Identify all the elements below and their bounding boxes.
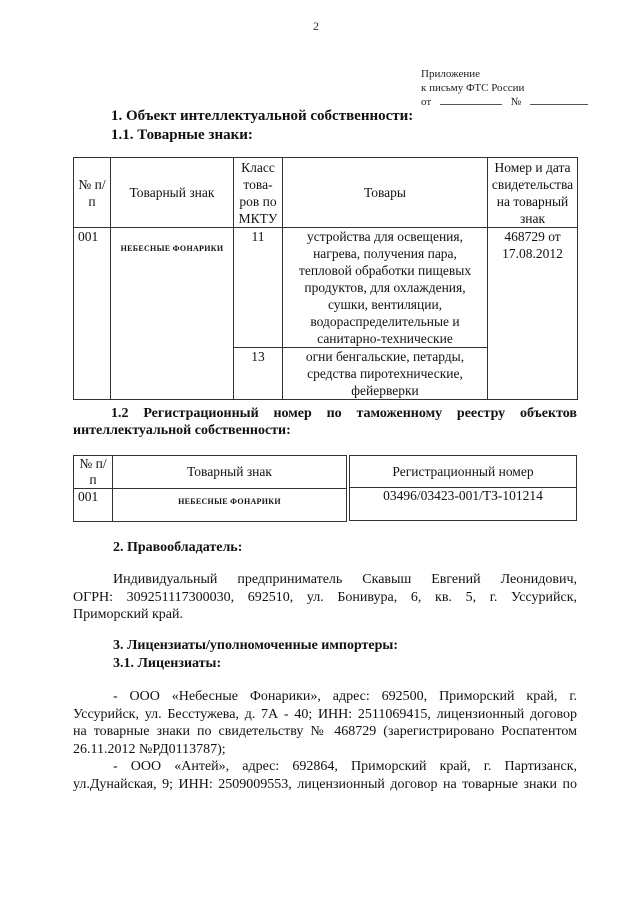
row-class-13: 13 (234, 348, 283, 400)
licensee-1-line-3: на товарные знаки по свидетельству № 468729 (зарегистрировано Роспатентом (73, 724, 577, 739)
header-class: Класс това-ров по МКТУ (234, 158, 283, 228)
licensee-2-line-2: ул.Дунайская, 9; ИНН: 2509009553, лицензионный договор на товарные знаки по (73, 776, 577, 792)
licensee-1-line-1: - ООО «Небесные Фонарики», адрес: 692500, Приморский край, г. (113, 689, 577, 704)
page-number: 2 (313, 19, 319, 33)
header-num: № п/п (74, 158, 111, 228)
row-goods-13: огни бенгальские, петарды, средства пиротехнические, фейерверки (283, 348, 488, 400)
reg-row-num: 001 (74, 489, 113, 522)
table-row (350, 488, 577, 521)
appendix-line-2: к письму ФТС России (421, 82, 525, 94)
reg-row-number: 03496/03423-001/ТЗ-101214 (350, 488, 577, 521)
section-1-1-title: 1.1. Товарные знаки: (111, 127, 253, 143)
appendix-block (421, 67, 588, 109)
section-1-2-title-line-1: 1.2 Регистрационный номер по таможенному реестру объектов (111, 406, 577, 421)
right-holder-line-1: Индивидуальный предприниматель Скавыш Евгений Леонидович, (113, 572, 577, 587)
reg-row-mark (113, 489, 347, 522)
right-holder-line-2: ОГРН: 309251117300030, 692510, ул. Бонивура, 6, кв. 5, г. Уссурийск, (73, 589, 577, 605)
row-class-11: 11 (234, 228, 283, 348)
appendix-from-number (421, 95, 588, 109)
from-label: от (421, 96, 432, 108)
section-3-title: 3. Лицензиаты/уполномоченные импортеры: (113, 638, 399, 653)
section-1-2-title-line-2: интеллектуальной собственности: (73, 423, 291, 438)
section-2-title: 2. Правообладатель: (113, 540, 243, 555)
right-holder-line-3: Приморский край. (73, 607, 183, 622)
table-row (74, 489, 347, 522)
reg-header-mark: Товарный знак (113, 456, 347, 489)
row-goods-11: устройства для освещения, нагрева, получения пара, тепловой обработки пищевых продуктов, для охлаждения, сушки, вентиляции, водораспределительные и санитарно-технические (283, 228, 488, 348)
trademarks-table (73, 157, 578, 400)
licensee-2-line-1: - ООО «Антей», адрес: 692864, Приморский край, г. Партизанск, (113, 759, 577, 774)
licensee-1-line-4: 26.11.2012 №РД0113787); (73, 741, 226, 757)
licensee-1-line-2: Уссурийск, ул. Бесстужева, д. 7А - 40; ИНН: 2511069415, лицензионный договор (73, 706, 577, 722)
reg-header-number: Регистрационный номер (350, 456, 577, 488)
trademark-text: НЕБЕСНЫЕ ФОНАРИКИ (178, 497, 281, 506)
row-mark (111, 228, 234, 400)
registry-table-left (73, 455, 347, 522)
appendix-line-1: Приложение (421, 68, 481, 80)
table-row (74, 228, 578, 348)
registry-table-right (349, 455, 577, 521)
reg-header-num: № п/п (74, 456, 113, 489)
header-cert: Номер и дата свидетельства на товарный знак (488, 158, 578, 228)
row-cert: 468729 от 17.08.2012 (488, 228, 578, 400)
section-1-title: 1. Объект интеллектуальной собственности: (111, 108, 414, 124)
row-num: 001 (74, 228, 111, 400)
header-goods: Товары (283, 158, 488, 228)
licensees-text (73, 688, 577, 793)
date-blank (440, 95, 502, 105)
header-mark: Товарный знак (111, 158, 234, 228)
right-holder-text (73, 571, 577, 624)
number-blank (530, 95, 588, 105)
number-label: № (510, 96, 522, 108)
trademark-text: НЕБЕСНЫЕ ФОНАРИКИ (120, 244, 224, 253)
section-3-1-title: 3.1. Лицензиаты: (113, 656, 222, 671)
